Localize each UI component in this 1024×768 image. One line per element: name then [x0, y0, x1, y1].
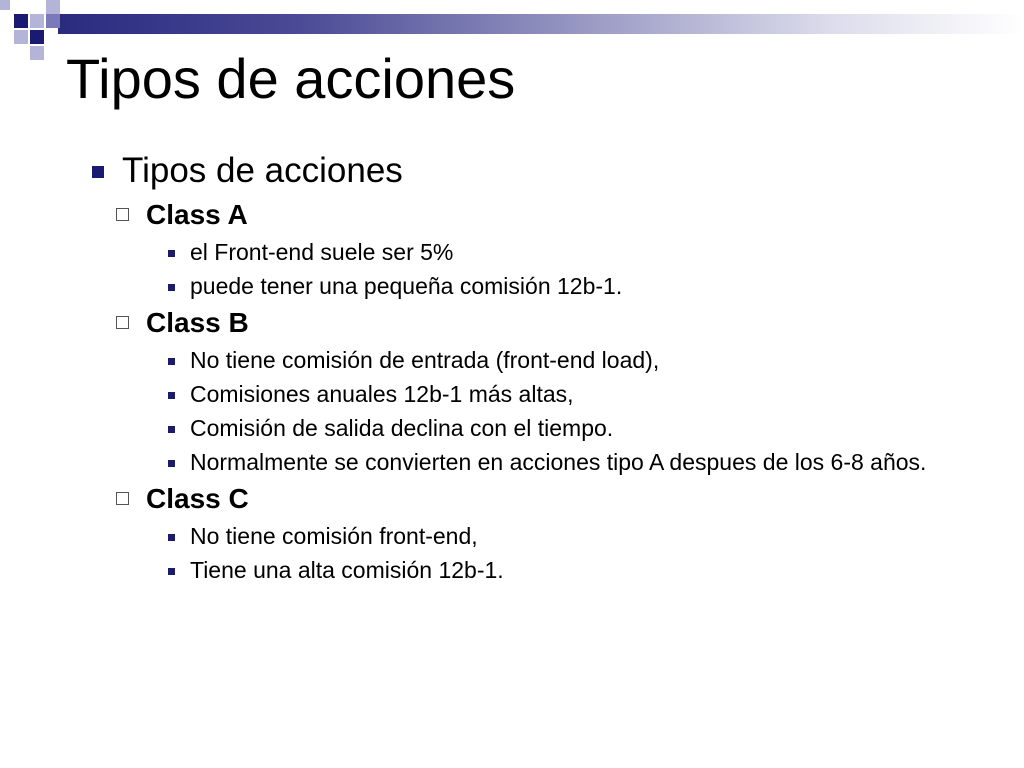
list-item — [146, 347, 976, 374]
list-item-text: puede tener una pequeña comisión 12b-1. — [190, 273, 623, 299]
list-item-text: Comisión de salida declina con el tiempo. — [190, 415, 614, 441]
list-item — [146, 415, 976, 442]
slide-body — [90, 148, 990, 584]
list-item — [146, 239, 976, 266]
hollow-square-bullet-icon — [116, 208, 129, 221]
class-b-heading — [114, 306, 990, 340]
square-bullet-icon — [168, 426, 175, 433]
class-a-heading — [114, 198, 990, 232]
square-bullet-icon — [168, 284, 175, 291]
list-item-text: Tiene una alta comisión 12b-1. — [190, 557, 504, 583]
class-a-label: Class A — [146, 199, 248, 230]
list-item — [146, 381, 976, 408]
list-item-text: Tipos de acciones — [122, 151, 403, 190]
list-item-text: No tiene comisión front-end, — [190, 523, 478, 549]
hollow-square-bullet-icon — [116, 492, 129, 505]
square-bullet-icon — [168, 460, 175, 467]
class-c-label: Class C — [146, 483, 249, 514]
list-item — [146, 273, 976, 300]
list-item-text: No tiene comisión de entrada (front-end load), — [190, 347, 660, 373]
list-item — [146, 557, 976, 584]
square-bullet-icon — [168, 534, 175, 541]
header-gradient-bar — [58, 14, 1024, 34]
list-item-text: Normalmente se convierten en acciones tipo A despues de los 6-8 años. — [190, 449, 927, 475]
hollow-square-bullet-icon — [116, 316, 129, 329]
square-bullet-icon — [168, 568, 175, 575]
square-bullet-icon — [168, 358, 175, 365]
list-item — [146, 449, 976, 476]
list-item-text: el Front-end suele ser 5% — [190, 239, 454, 265]
class-c-heading — [114, 482, 990, 516]
page-title: Tipos de acciones — [66, 47, 516, 110]
square-bullet-icon — [168, 250, 175, 257]
square-bullet-icon — [92, 166, 104, 178]
list-item — [90, 148, 990, 194]
square-bullet-icon — [168, 392, 175, 399]
list-item-text: Comisiones anuales 12b-1 más altas, — [190, 381, 574, 407]
list-item — [146, 523, 976, 550]
class-b-label: Class B — [146, 307, 249, 338]
